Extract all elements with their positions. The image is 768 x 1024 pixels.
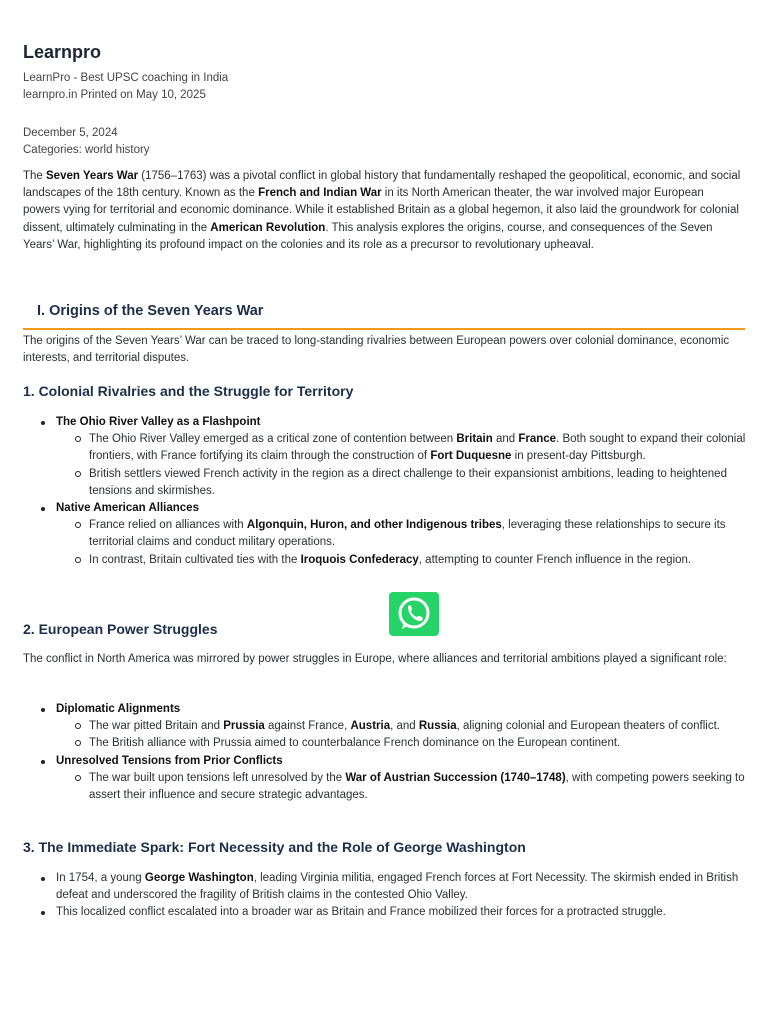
- text-run: (1756–1763) was a pivotal conflict in global history that fundamentally reshaped the geopolitical, economic, and social landscapes of the 18th century. Known as the: [23, 170, 741, 200]
- text-run: in present-day Pittsburgh.: [511, 450, 646, 463]
- text-run: This localized conflict escalated into a broader war as Britain and France mobilized their forces for a protracted struggle.: [56, 906, 666, 919]
- sub-list-item: [89, 552, 746, 569]
- bold-term: Austria: [350, 720, 391, 733]
- sub-list: [56, 431, 746, 500]
- text-run: , aligning colonial and European theaters of conflict.: [456, 720, 720, 733]
- sub-list: [56, 517, 746, 569]
- site-tagline: LearnPro - Best UPSC coaching in India: [23, 72, 229, 84]
- list-item: [56, 904, 746, 921]
- list-item: [56, 701, 746, 753]
- list-item-label: Unresolved Tensions from Prior Conflicts: [56, 754, 283, 767]
- text-run: in its North American theater, the war involved major European powers vying for territorial and economic dominance. While it established Britain as a global hegemon, it also laid the groundwork for colonial dissent, ultimately culminating in the: [23, 187, 739, 234]
- text-run: The: [23, 170, 47, 182]
- text-run: , with competing powers seeking to assert their influence and secure strategic advantages.: [89, 771, 745, 802]
- power-struggles-list: [23, 701, 746, 804]
- colonial-rivalries-list: [23, 414, 746, 569]
- immediate-spark-list: [23, 870, 746, 922]
- text-run: The Ohio River Valley emerged as a critical zone of contention between: [89, 433, 457, 446]
- text-run: , leading Virginia militia, engaged French forces at Fort Necessity. The skirmish ended in British defeat and underscored the fragility of British claims in the contested Ohio Valley.: [56, 872, 739, 902]
- sub-list-item: [89, 770, 746, 804]
- list-item-label: Diplomatic Alignments: [56, 703, 181, 715]
- bold-term: American Revolution: [210, 221, 326, 234]
- sub-list: [56, 718, 746, 752]
- list-item-label: Native American Alliances: [56, 502, 199, 515]
- text-run: The conflict in North America was mirrored by power struggles in Europe, where alliances and territorial ambitions played a significant role:: [23, 653, 727, 665]
- text-run: . This analysis explores the origins, course, and consequences of the Seven Years’ War, highlighting its profound impact on the colonies and its role as a precursor to revolutionary upheaval.: [23, 221, 713, 251]
- list-item: [56, 753, 746, 805]
- text-run: The British alliance with Prussia aimed to counterbalance French dominance on the European continent.: [89, 737, 621, 750]
- sub-list-item: [89, 718, 746, 735]
- post-categories: Categories: world history: [23, 144, 150, 156]
- text-run: against France,: [264, 720, 351, 733]
- subheading-immediate-spark: 3. The Immediate Spark: Fort Necessity and the Role of George Washington: [23, 839, 526, 855]
- bold-term: Prussia: [223, 720, 265, 733]
- power-struggles-intro: [23, 651, 741, 668]
- intro-paragraph: [23, 168, 741, 254]
- sub-list-item: [89, 735, 746, 752]
- subheading-colonial-rivalries: 1. Colonial Rivalries and the Struggle for Territory: [23, 383, 354, 399]
- sub-list-item: [89, 517, 746, 551]
- print-info: learnpro.in Printed on May 10, 2025: [23, 89, 206, 101]
- bold-term: Iroquois Confederacy: [300, 553, 419, 566]
- list-item: [56, 870, 746, 904]
- bold-term: Fort Duquesne: [430, 450, 512, 463]
- text-run: The origins of the Seven Years’ War can be traced to long-standing rivalries between European powers over colonial dominance, economic interests, and territorial disputes.: [23, 335, 730, 365]
- sub-list-item: [89, 431, 746, 465]
- bold-term: Britain: [456, 433, 493, 446]
- text-run: and: [492, 433, 519, 446]
- section-divider: [23, 328, 745, 330]
- subheading-european-power-struggles: 2. European Power Struggles: [23, 621, 218, 637]
- list-item: [56, 500, 746, 569]
- text-run: In 1754, a young: [56, 872, 145, 884]
- text-run: The war pitted Britain and: [89, 720, 224, 733]
- section-heading-origins: I. Origins of the Seven Years War: [37, 303, 264, 319]
- origins-intro-paragraph: [23, 333, 741, 367]
- bold-term: George Washington: [144, 872, 254, 884]
- bold-term: Algonquin, Huron, and other Indigenous tribes: [246, 519, 502, 532]
- text-run: , and: [390, 720, 419, 733]
- bold-term: War of Austrian Succession (1740–1748): [345, 771, 566, 784]
- site-title: Learnpro: [23, 42, 102, 62]
- sub-list-item: [89, 466, 746, 500]
- text-run: , attempting to counter French influence in the region.: [418, 553, 692, 566]
- bold-term: Russia: [418, 720, 457, 733]
- list-item-label: The Ohio River Valley as a Flashpoint: [56, 416, 261, 428]
- whatsapp-icon[interactable]: [389, 592, 439, 636]
- text-run: . Both sought to expand their colonial frontiers, with France fortifying its claim through the construction of: [89, 433, 746, 463]
- bold-term: Seven Years War: [46, 170, 139, 182]
- text-run: British settlers viewed French activity in the region as a direct challenge to their expansionist ambitions, leading to heightened tensions and skirmishes.: [89, 467, 727, 497]
- post-date: December 5, 2024: [23, 127, 118, 139]
- sub-list: [56, 770, 746, 804]
- bold-term: France: [518, 433, 557, 446]
- text-run: The war built upon tensions left unresolved by the: [89, 771, 346, 784]
- text-run: , leveraging these relationships to secure its territorial claims and conduct military operations.: [89, 519, 726, 549]
- list-item: [56, 414, 746, 500]
- bold-term: French and Indian War: [258, 187, 382, 200]
- text-run: France relied on alliances with: [89, 519, 247, 532]
- text-run: In contrast, Britain cultivated ties with the: [89, 553, 301, 566]
